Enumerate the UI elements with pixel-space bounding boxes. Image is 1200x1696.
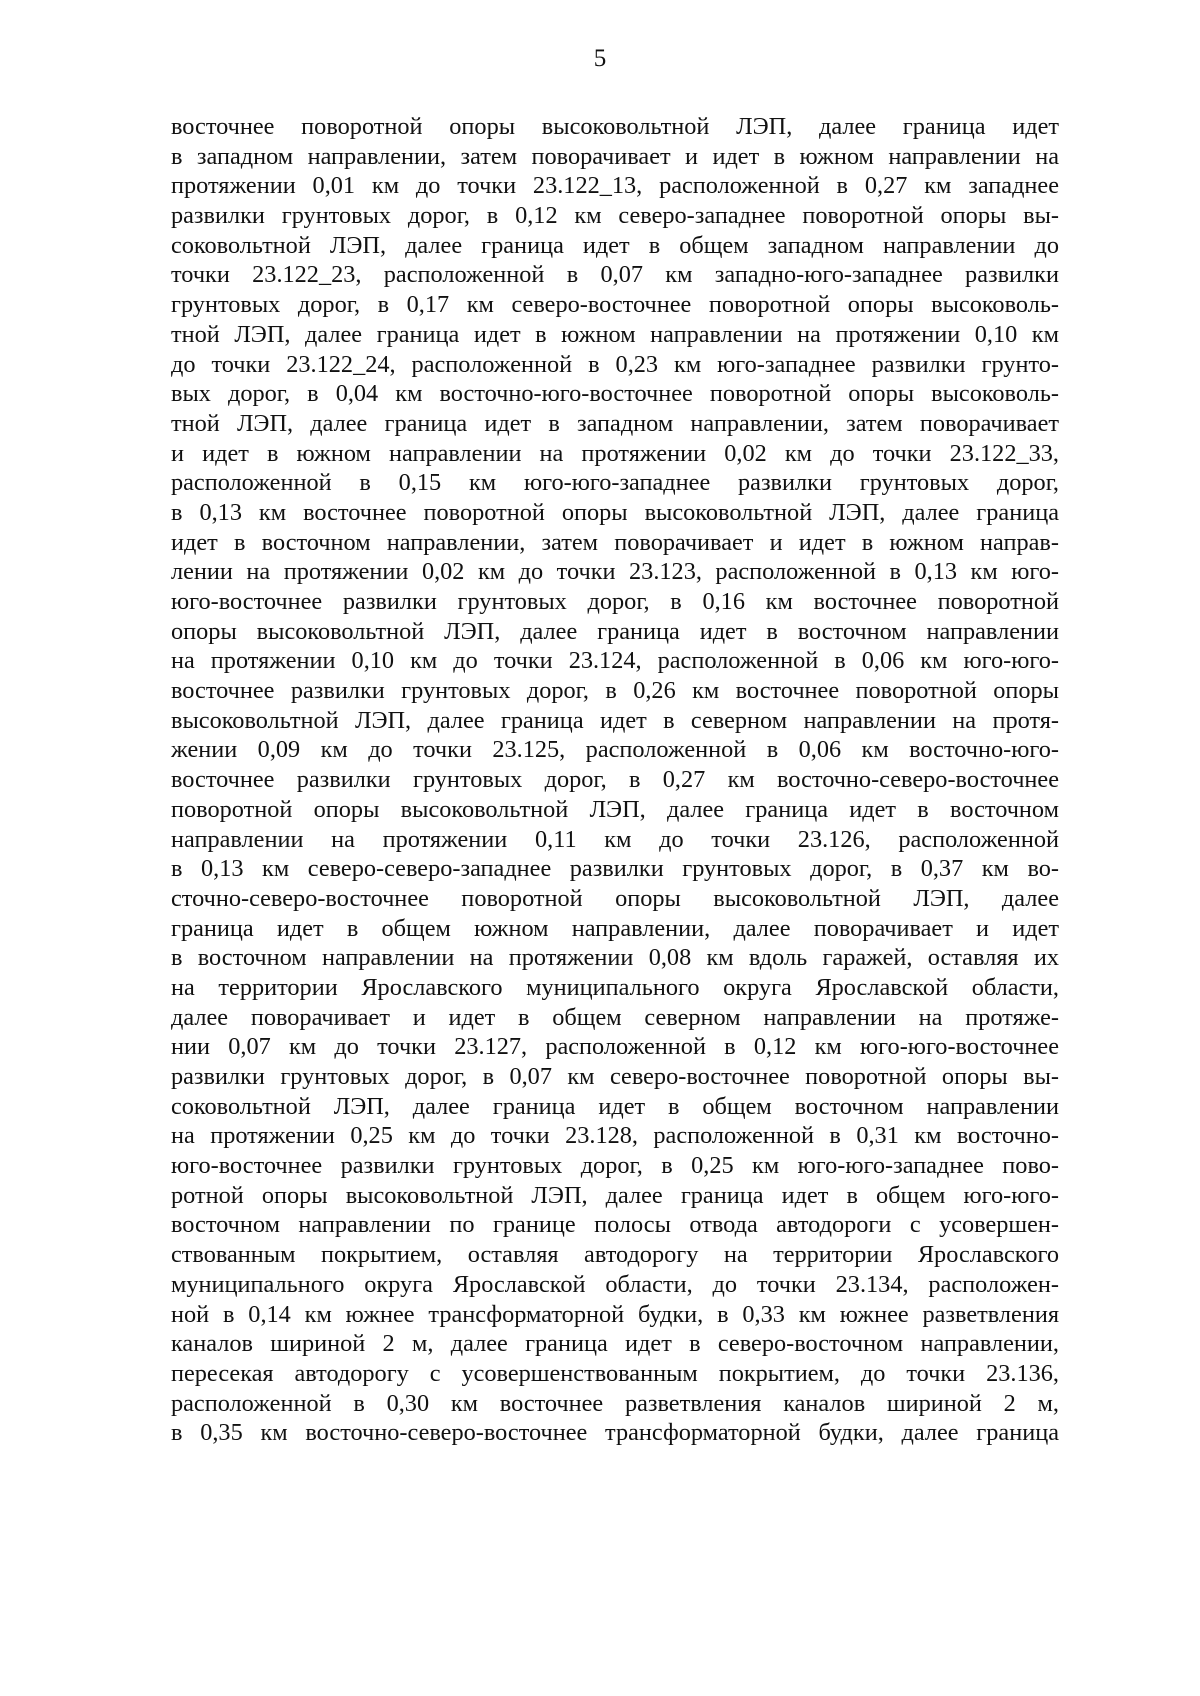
text-line: в 0,13 км северо-северо-западнее развилки грунтовых дорог, в 0,37 км во- xyxy=(171,855,1059,883)
body-text xyxy=(171,112,1059,1448)
text-line: тной ЛЭП, далее граница идет в южном направлении на протяжении 0,10 км xyxy=(171,320,1059,348)
text-line: соковольтной ЛЭП, далее граница идет в общем восточном направлении xyxy=(171,1092,1059,1120)
text-line: развилки грунтовых дорог, в 0,07 км северо-восточнее поворотной опоры вы- xyxy=(171,1063,1059,1090)
text-line: в западном направлении, затем поворачивает и идет в южном направлении на xyxy=(171,142,1059,170)
text-line: идет в восточном направлении, затем поворачивает и идет в южном направ- xyxy=(171,528,1059,556)
text-line: развилки грунтовых дорог, в 0,12 км северо-западнее поворотной опоры вы- xyxy=(171,202,1059,230)
text-line: пересекая автодорогу с усовершенствованным покрытием, до точки 23.136, xyxy=(171,1359,1059,1387)
text-line: ротной опоры высоковольтной ЛЭП, далее граница идет в общем юго-юго- xyxy=(171,1181,1059,1209)
text-line: до точки 23.122_24, расположенной в 0,23 км юго-западнее развилки грунто- xyxy=(171,350,1059,378)
text-line: поворотной опоры высоковольтной ЛЭП, далее граница идет в восточном xyxy=(171,795,1059,823)
text-line: на протяжении 0,10 км до точки 23.124, расположенной в 0,06 км юго-юго- xyxy=(171,647,1059,675)
text-line: тной ЛЭП, далее граница идет в западном направлении, затем поворачивает xyxy=(171,409,1059,437)
text-line: высоковольтной ЛЭП, далее граница идет в северном направлении на протя- xyxy=(171,706,1059,734)
text-line: ствованным покрытием, оставляя автодорогу на территории Ярославского xyxy=(171,1241,1059,1269)
text-line: лении на протяжении 0,02 км до точки 23.123, расположенной в 0,13 км юго- xyxy=(171,558,1059,586)
text-line: восточнее развилки грунтовых дорог, в 0,26 км восточнее поворотной опоры xyxy=(171,677,1059,705)
text-line: каналов шириной 2 м, далее граница идет в северо-восточном направлении, xyxy=(171,1330,1059,1358)
text-line: опоры высоковольтной ЛЭП, далее граница идет в восточном направлении xyxy=(171,617,1059,645)
text-line: направлении на протяжении 0,11 км до точки 23.126, расположенной xyxy=(171,825,1059,853)
text-line: ной в 0,14 км южнее трансформаторной будки, в 0,33 км южнее разветвления xyxy=(171,1300,1059,1328)
text-line: вых дорог, в 0,04 км восточно-юго-восточнее поворотной опоры высоковоль- xyxy=(171,380,1059,408)
text-line: на территории Ярославского муниципального округа Ярославской области, xyxy=(171,973,1059,1001)
text-line: граница идет в общем южном направлении, далее поворачивает и идет xyxy=(171,914,1059,942)
text-line: муниципального округа Ярославской области, до точки 23.134, расположен- xyxy=(171,1270,1059,1298)
text-line: юго-восточнее развилки грунтовых дорог, в 0,16 км восточнее поворотной xyxy=(171,588,1059,615)
text-line: грунтовых дорог, в 0,17 км северо-восточнее поворотной опоры высоковоль- xyxy=(171,291,1059,319)
text-line: в 0,13 км восточнее поворотной опоры высоковольтной ЛЭП, далее граница xyxy=(171,498,1059,526)
text-line: точки 23.122_23, расположенной в 0,07 км западно-юго-западнее развилки xyxy=(171,261,1059,289)
text-line: в восточном направлении на протяжении 0,08 км вдоль гаражей, оставляя их xyxy=(171,944,1059,972)
text-line: сточно-северо-восточнее поворотной опоры высоковольтной ЛЭП, далее xyxy=(171,884,1059,912)
text-line: юго-восточнее развилки грунтовых дорог, в 0,25 км юго-юго-западнее пово- xyxy=(171,1152,1059,1180)
text-line: нии 0,07 км до точки 23.127, расположенной в 0,12 км юго-юго-восточнее xyxy=(171,1033,1059,1061)
text-line: и идет в южном направлении на протяжении 0,02 км до точки 23.122_33, xyxy=(171,439,1059,467)
page-number: 5 xyxy=(593,45,607,72)
text-line: восточнее развилки грунтовых дорог, в 0,27 км восточно-северо-восточнее xyxy=(171,766,1059,794)
text-line: на протяжении 0,25 км до точки 23.128, расположенной в 0,31 км восточно- xyxy=(171,1122,1059,1150)
text-line: в 0,35 км восточно-северо-восточнее трансформаторной будки, далее граница xyxy=(171,1419,1059,1447)
text-line: соковольтной ЛЭП, далее граница идет в общем западном направлении до xyxy=(171,231,1059,259)
text-line: далее поворачивает и идет в общем северном направлении на протяже- xyxy=(171,1003,1059,1031)
text-line: протяжении 0,01 км до точки 23.122_13, расположенной в 0,27 км западнее xyxy=(171,172,1059,200)
text-line: расположенной в 0,30 км восточнее разветвления каналов шириной 2 м, xyxy=(171,1389,1059,1417)
text-line: жении 0,09 км до точки 23.125, расположенной в 0,06 км восточно-юго- xyxy=(171,736,1059,764)
text-line: расположенной в 0,15 км юго-юго-западнее развилки грунтовых дорог, xyxy=(171,469,1059,497)
text-line: восточном направлении по границе полосы отвода автодороги с усовершен- xyxy=(171,1211,1059,1239)
text-line: восточнее поворотной опоры высоковольтной ЛЭП, далее граница идет xyxy=(171,113,1059,140)
